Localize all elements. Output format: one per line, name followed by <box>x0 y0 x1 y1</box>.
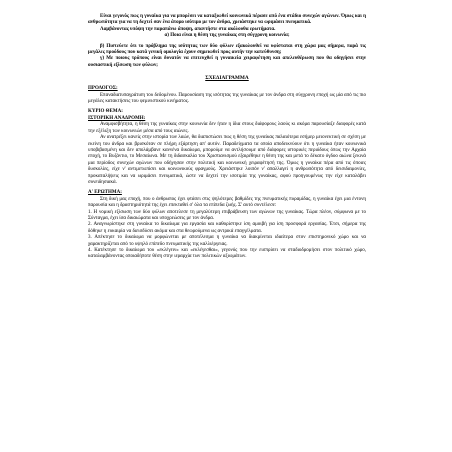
list-item: 1. Η νομική εξίσωση των δύο φύλων αποτελεσε τη μεγαλύτερη επιβράβευση των αγώνων της γυναίκας. Τώρα πλέον, σύμφωνα με το Σύνταγμα, έχει ίσα δικαιώματα και υποχρεώσεις με τον άνδρα. <box>88 209 366 221</box>
prologue-text: Επαναδιατυπαγράτιση του δεδομένου. Παρουσίαση της ισότητας της γυναίκας με τον άνδρα στη σύγχρονη εποχή ως μία από τις πιο μεγάλες κατακτήσεις του φεμινιστικού κινήματος. <box>88 92 366 105</box>
intro-paragraph: Είναι γεγονός πως η γυναίκα για να μπορέσει να καταξιωθεί κοινωνικά πέρασε από ένα στάδιο συνεχών αγώνων. Όμως και η ανθρωπότητα για να τη δεχτεί σαν ένα άτομο ισότιμο με τον άνδρα, χρειάστηκε να ωριμάσει πνευματικά. <box>88 14 366 26</box>
prologue-heading: ΠΡΟΛΟΓΟΣ: <box>88 86 118 92</box>
history-paragraph-2: Αν ανατρέξει κανείς στην ιστορία των λαών, θα διαπιστώσει πως η θέση της γυναίκας παλαιότερα εσήμερ μειονεκτική σε σχέση με εκείνη του άνδρα και βρισκόταν σε πλήρη εξάρτηση απ' αυτόν. Παραδείγματα τα οποία αποδεικνύουν ότι η γυναίκα ήταν κοινωνικά υποβιβασμένη και δεν απολάμβανε καννένα δικαίωμα, μπορούμε να αντλήσουμε από διάφορες ιστορικές περιόδους όπως την Αρχαία εποχή, το Βυζάντιο, το Μεσαίωνα. Με τη διδασκαλία του Χριστιανισμού εξαιρέθηκε η θέση της και μετά το δέκατο όγδοο αιώνα ξεκινά μια περίοδος συνεχών αγώνων που οδήγησαν στην πολιτική και κοινωνική χειραφέτησή της. Όμως η γυναίκα πέρα από τις όποιες δυσκολίες, είχε ν' αντιμετωπίσει και κοινωνικούς φραγμούς. Χρειάστηκε λοιπόν ν' απαλλαγεί η ανθρωπότητα από δεισιδαιμονίες, προκαταλήψεις και να ωριμάσει πνευματικά, ώστε να δεχτεί την ισοτιμία της γυναίκας, αφού προηγουμένως την είχε καταλάβει συνειδησιακά. <box>88 135 366 185</box>
history-paragraph-1: Αναμφισβήτητα, η θέση της γυναίκας στην κοινωνία δεν ήταν η ίδια στους διάφορους λαούς κι ακόμα παρουσίαζε διαφορές κατά την εξέλιξη των κοινωνιών μέσα από τους αιώνες. <box>88 122 366 134</box>
question-1-heading: Α' ΕΡΩΤΗΜΑ: <box>88 190 122 196</box>
list-item: 3. Απέκτησε το δικαίωμα να μορφώνεται με αποτέλεσμα η γυναίκα να διακρίνεται ιδιαίτερα στον επιστημονικό χώρο και να χαρακτηρίζεται από το υψηλό επίπεδο πνευματικής της καλλιέργειας. <box>88 235 366 247</box>
question-b: β) Πιστεύετε ότι το πρόβλημα της ισότητας των δύο φύλων εξακολουθεί να υφίσταται στη χώρα μας σήμερα, παρά τις μεγάλες προόδους που κατά γενική ομολογία έχουν σημειωθεί προς αυτήν την κατεύθυνση; <box>88 43 366 56</box>
question-c: γ) Με ποιους τρόπους είναι δυνατόν να επιτευχθεί η γυναικεία χειραφέτηση και απελευθέρωση που θα οδηγήσει στην ουσιαστική εξίσωση των φύλων; <box>88 56 366 68</box>
document-page <box>88 14 366 261</box>
main-topic-heading: ΚΥΡΙΟ ΘΕΜΑ: <box>88 109 123 115</box>
history-heading: ΙΣΤΟΡΙΚΗ ΑΝΑΔΡΟΜΗ: <box>88 115 146 121</box>
list-item: 2. Αναγνωρίστηκε στη γυναίκα το δικαίωμα για εργασία και καθορίστηκε ίση αμοιβή για ίση προσφορά εργασίας. Έτσι, σήμερα της δόθηκε η ευκαιρία να διεισδύσει ακόμα και στα θεωρούμενα ως αντρικά επαγγέλματα. <box>88 222 366 234</box>
instruction-line: Λαμβάνοντας υπόψη την παραπάνω άποψη, απαντήστε στα ακόλουθα ερωτήματα. <box>100 26 276 32</box>
outline-title: ΣΧΕΔΙΑΓΡΑΜΜΑ <box>205 75 249 82</box>
list-item: 4. Κατέκτησε το δικαίωμα του «εκλέγειν» και «εκλέγεσθαι», γεγονός που την εισπρίσει να σταδιοδρομήσει στον πολιτικό χώρο, καταλαμβάνοντας οποιαδήποτε θέση στην ιεραρχία των πολιτικών αξιωμάτων. <box>88 248 366 260</box>
question-a: α) Ποια είναι η θέση της γυναίκας στη σύγχρονη κοινωνία; <box>164 33 290 39</box>
question-1-intro: Στη δική μας εποχή, που ο άνθρωπος έχει φτάσει στις ψηλότερες βαθμίδες της πνευματικής πυραμίδας, η γυναίκα έχει μια έντονη παρουσία και η δραστηριότητά της έχει επεκταθεί σ' όλα τα επίπεδα ζωής. Σ' αυτό συντέλεσε: <box>88 196 366 209</box>
